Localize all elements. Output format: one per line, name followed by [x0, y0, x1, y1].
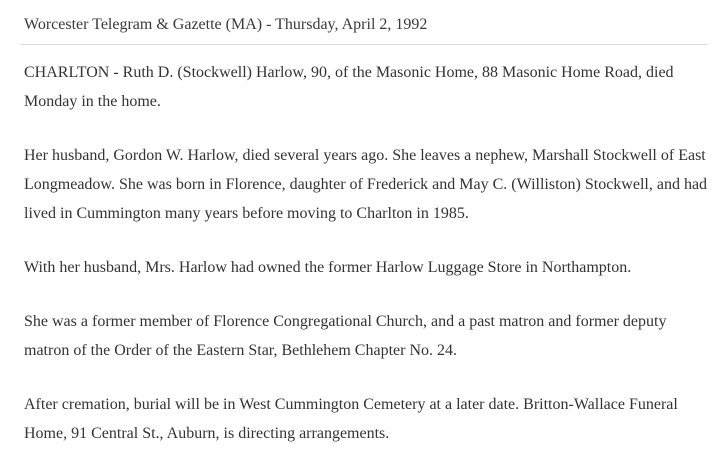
article-paragraph-1: CHARLTON - Ruth D. (Stockwell) Harlow, 90, of the Masonic Home, 88 Masonic Home Road, died Monday in the home.: [24, 64, 674, 110]
header-divider: [20, 44, 708, 45]
article-paragraph-5: After cremation, burial will be in West Cummington Cemetery at a later date. Britton-Wallace Funeral Home, 91 Central St., Auburn, is directing arrangements.: [24, 396, 678, 442]
article-paragraph-2: Her husband, Gordon W. Harlow, died several years ago. She leaves a nephew, Marshall Stockwell of East Longmeadow. She was born in Florence, daughter of Frederick and May C. (Williston) Stockwell, and had lived in Cummington many years before moving to Charlton in 1985.: [24, 147, 708, 222]
obituary-article: [24, 58, 708, 448]
article-paragraph-3: With her husband, Mrs. Harlow had owned the former Harlow Luggage Store in Northampton.: [24, 259, 632, 276]
source-header: Worcester Telegram & Gazette (MA) - Thursday, April 2, 1992: [24, 16, 428, 33]
article-paragraph-4: She was a former member of Florence Congregational Church, and a past matron and former deputy matron of the Order of the Eastern Star, Bethlehem Chapter No. 24.: [24, 313, 667, 359]
